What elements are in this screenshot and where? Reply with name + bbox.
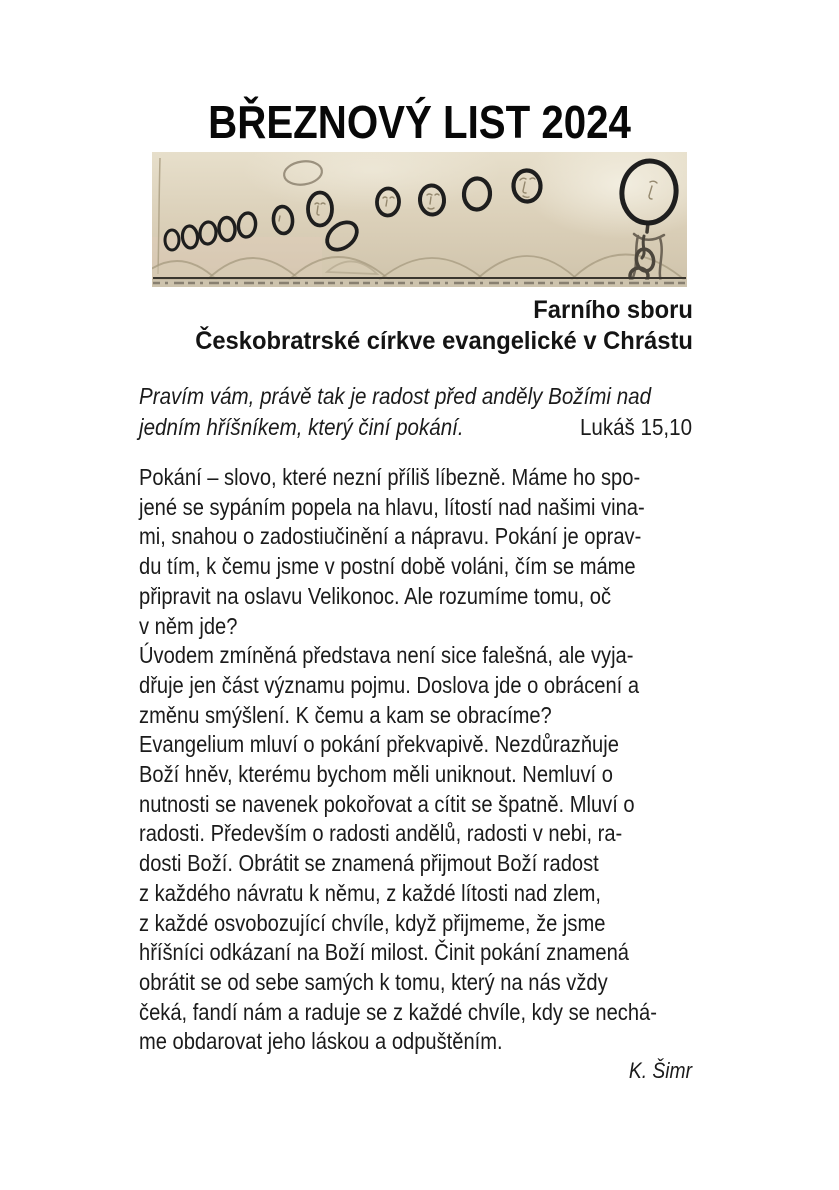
congregation-drawing xyxy=(152,152,687,287)
body-line: hříšníci odkázaní na Boží milost. Činit pokání znamená xyxy=(139,939,629,966)
body-line: nutnosti se navenek pokořovat a cítit se špatně. Mluví o xyxy=(139,790,635,817)
subtitle-line-2: Českobratrské církve evangelické v Chrástu xyxy=(195,327,693,355)
body-line: připravit na oslavu Velikonoc. Ale rozumíme tomu, oč xyxy=(139,582,612,609)
body-line: dosti Boží. Obrátit se znamená přijmout Boží radost xyxy=(139,850,599,877)
body-line: obrátit se od sebe samých k tomu, který na nás vždy xyxy=(139,968,608,995)
body-line: v něm jde? xyxy=(139,612,238,639)
body-line: z každého návratu k němu, z každé lítosti nad zlem, xyxy=(139,879,601,906)
author-signature: K. Šimr xyxy=(628,1058,692,1083)
body-line: Boží hněv, kterému bychom měli uniknout. Nemluví o xyxy=(139,761,613,788)
quote-line-2-row xyxy=(139,412,692,443)
body-line: z každé osvobozující chvíle, když přijmeme, že jsme xyxy=(139,909,606,936)
subtitle-line-1: Farního sboru xyxy=(533,296,693,324)
body-line: me obdarovat jeho láskou a odpuštěním. xyxy=(139,1028,503,1055)
subtitle xyxy=(140,295,693,357)
body-line: Úvodem zmíněná představa není sice falešná, ale vyja- xyxy=(139,642,634,669)
congregation-drawing-svg xyxy=(152,152,687,287)
article-body xyxy=(139,463,692,1057)
page-title: BŘEZNOVÝ LIST 2024 xyxy=(208,96,631,148)
body-line: Evangelium mluví o pokání překvapivě. Nezdůrazňuje xyxy=(139,731,619,758)
body-line: čeká, fandí nám a raduje se z každé chvíle, kdy se nechá- xyxy=(139,998,657,1025)
body-line: změnu smýšlení. K čemu a kam se obracíme? xyxy=(139,701,552,728)
body-line: Pokání – slovo, které nezní příliš líbezně. Máme ho spo- xyxy=(139,464,641,490)
body-line: jené se sypáním popela na hlavu, lítostí nad našimi vina- xyxy=(139,493,645,520)
quote-line-2: jedním hříšníkem, který činí pokání. xyxy=(139,414,464,440)
scripture-quote xyxy=(139,381,692,443)
body-line: dřuje jen část významu pojmu. Doslova jde o obrácení a xyxy=(139,671,640,698)
body-line: mi, snahou o zadostiučinění a nápravu. Pokání je oprav- xyxy=(139,523,642,550)
body-line: du tím, k čemu jsme v postní době voláni, čím se máme xyxy=(139,553,636,580)
body-line: radosti. Především o radosti andělů, radosti v nebi, ra- xyxy=(139,820,623,847)
quote-line-1: Pravím vám, právě tak je radost před anděly Božími nad xyxy=(139,383,652,409)
quote-reference: Lukáš 15,10 xyxy=(579,414,692,440)
